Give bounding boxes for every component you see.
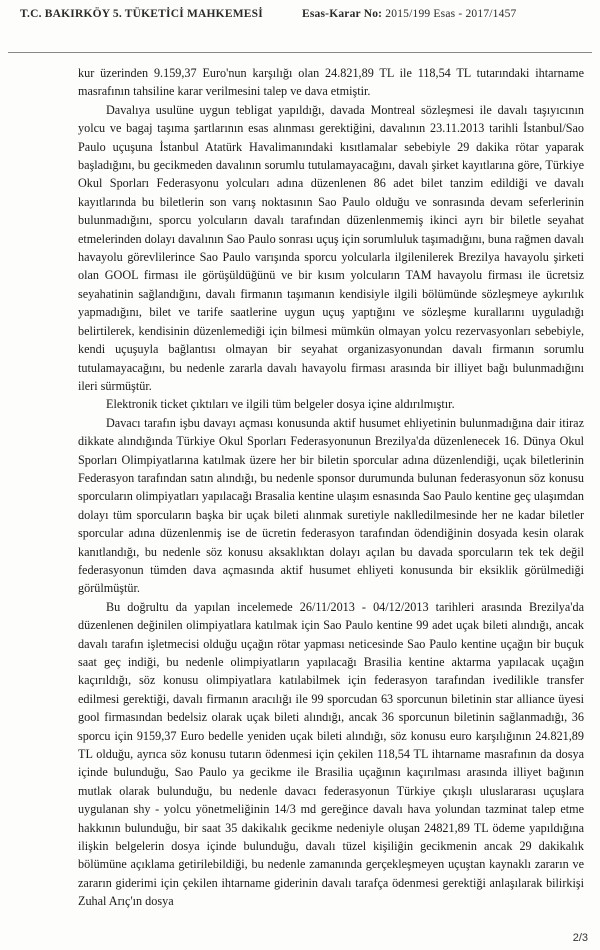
court-name: T.C. BAKIRKÖY 5. TÜKETİCİ MAHKEMESİ <box>20 8 263 20</box>
paragraph-claim-end: kur üzerinden 9.159,37 Euro'nun karşılığı olan 24.821,89 TL ile 118,54 TL tutarındaki ihtarname masrafının tahsiline karar verilmesini talep ve dava etmiştir. <box>78 66 584 99</box>
document-body <box>78 64 584 911</box>
page-number: 2/3 <box>572 932 588 944</box>
case-value: 2015/199 Esas - 2017/1457 <box>385 8 517 20</box>
header-divider <box>8 52 592 53</box>
paragraph-evidence: Elektronik ticket çıktıları ve ilgili tüm belgeler dosya içine aldırılmıştır. <box>106 397 455 412</box>
document-header <box>20 8 580 20</box>
case-number <box>302 8 516 20</box>
case-label: Esas-Karar No: <box>302 8 383 20</box>
paragraph-standing: Davacı tarafın işbu davayı açması konusunda aktif husumet ehliyetinin bulunmadığına dair itiraz dikkate alındığında Türkiye Okul Sporları Federasyonunun Brezilya'da düzenlenecek 16. Dünya Okul Sporları Olimpiyatlarına katılmak üzere her bir biletin sporcular adına düzenlendiği, uçak biletlerinin Federasyon tarafından satın alındığı, bu nedenle sponsor durumunda bulunan federasyonun söz konusu sporcuların olimpiyatları yapılacağı Brasalia kentine ulaşım esnasında Sao Paulo kentine geç ulaşımdan dolayı tüm sporcuların başka bir uçak bileti alınmak suretiyle naklledilmesinde her ne kadar biletler sporcular adına düzenlenmiş ise de ücretin federasyon tarafından ödendiğinin dosyada kesin olarak kanıtlandığı, bu nedenle söz konusu aksaklıktan dolayı açılan bu davada sporcuların tek tek değil federasyonun tümden dava açmasında aktif husumet ehliyeti konusunda bir eksiklik görülmediği görülmüştür. <box>78 415 584 596</box>
paragraph-defendant-defense: Davalıya usulüne uygun tebligat yapıldığı, davada Montreal sözleşmesi ile davalı taşıyıcının yolcu ve bagaj taşıma şartlarının esas alınması gerektiğini, davalının 23.11.2013 tarihli İstanbul/Sao Paulo uçuşuna İstanbul Atatürk Havalimanındaki kısıtlamalar sebebiyle 29 dakika rötar yaparak başladığını, bu gecikmeden davalının sorumlu tutulamayacağını, davalı şirket kayıtlarına göre, Türkiye Okul Sporları Federasyonu yolcuları adına düzenlenen 86 adet bilet tanzim edildiği ve davalı kayıtlarında bu biletlerin son varış noktasının Sao Paulo olduğu ve sonrasında devam seferlerinin bulunmadığını, sporcu yolcuların davalı tarafından düzenlenmemiş ikinci ayrı bir biletle seyahat etmelerinden dolayı davalının Sao Paulo sonrası uçuş için sorumluluk taşımadığını, buna rağmen davalı havayolu görevlilerince Sao Paulo varışında sporcu yolcularla ilgilenilerek Brezilya havayolu şirketi olan GOOL firması ile görüşüldüğünü ve bir kısım yolcuların TAM havayolu firması ile ücretsiz seyahatinin sağlandığını, davalı firmanın taşımanın kendisiyle ilgili bölümünde sözleşmeye aykırılık yapmadığını, bilet ve tarife saatlerine uygun uçuş yaptığını ve sözleşme kurallarını uyguladığı belirtilerek, kendisinin düzenlemediği için bilmesi mümkün olmayan yolcu rezervasyonları sebebiyle, kendi uçuşuyla bağlantısı olmayan bir seyahat organizasyonundan davalı firmanın sorumlu tutulamayacağını, bu nedenle zararla davalı havayolu firması arasında bir illiyet bağı bulunmadığını ileri sürmüştür. <box>78 102 585 393</box>
paragraph-examination: Bu doğrultu da yapılan incelemede 26/11/2013 - 04/12/2013 tarihleri arasında Brezilya'da düzenlenen değinilen olimpiyatlara katılmak için Sao Paulo kentine 99 adet uçak bileti alındığı, ancak davalı tarafın işletmecisi olduğu uçağın rötar yapması neticesinde Sao Paulo kentine uçağın bir buçuk saat geç indiği, bu nedenle olimpiyatların yapılacağı Brasilia kentine aktarma yapılacak uçağın kaçırıldığı, söz konusu olimpiyatlara katılabilmek için federasyon tarafından ivedilikle transfer edilmesi gerektiği, davalı firmanın aracılığı ile 99 sporcudan 63 sporcunun biletinin star alliance üyesi gool firmasından bedelsiz olarak uçak bileti alındığı, ancak 36 sporcunun biletinin sağlanmadığı, 36 sporcu için 9159,37 Euro bedelle yeniden uçak bileti alındığı, söz konusu euro karşılığının 24.821,89 TL olduğu, ayrıca söz konusu tutarın ödenmesi için çekilen 118,54 TL ihtarname masrafının da dosya içinde bulunduğu, Sao Paulo ya gecikme ile Brasilia uçağının kaçırılması arasında illiyet bağının mutlak olarak bulunduğu, bu nedenle davacı federasyonun Türkiye çıkışlı uluslararası uçuşlara uygulanan shy - yolcu yönetmeliğinin 14/3 md gereğince davalı hava yolundan tazminat talep etme hakkının bulunduğu, bir saat 35 dakikalık gecikme nedeniyle oluşan 24821,89 TL ödeme yapıldığına ilişkin belgelerin dosya içinde bulunduğu, davalı tüzel kişiliğin gecikmenin ancak 29 dakikalık bölümüne açıklama getirilebildiği, bu nedenle zamanında gerçekleşmeyen uçuştan kaynaklı zararın ve zararın giderimi için çekilen ihtarname giderinin davalı tarafça ödenmesi gerektiği anlaşılarak bilirkişi Zuhal Arıç'ın dosya <box>78 599 584 909</box>
